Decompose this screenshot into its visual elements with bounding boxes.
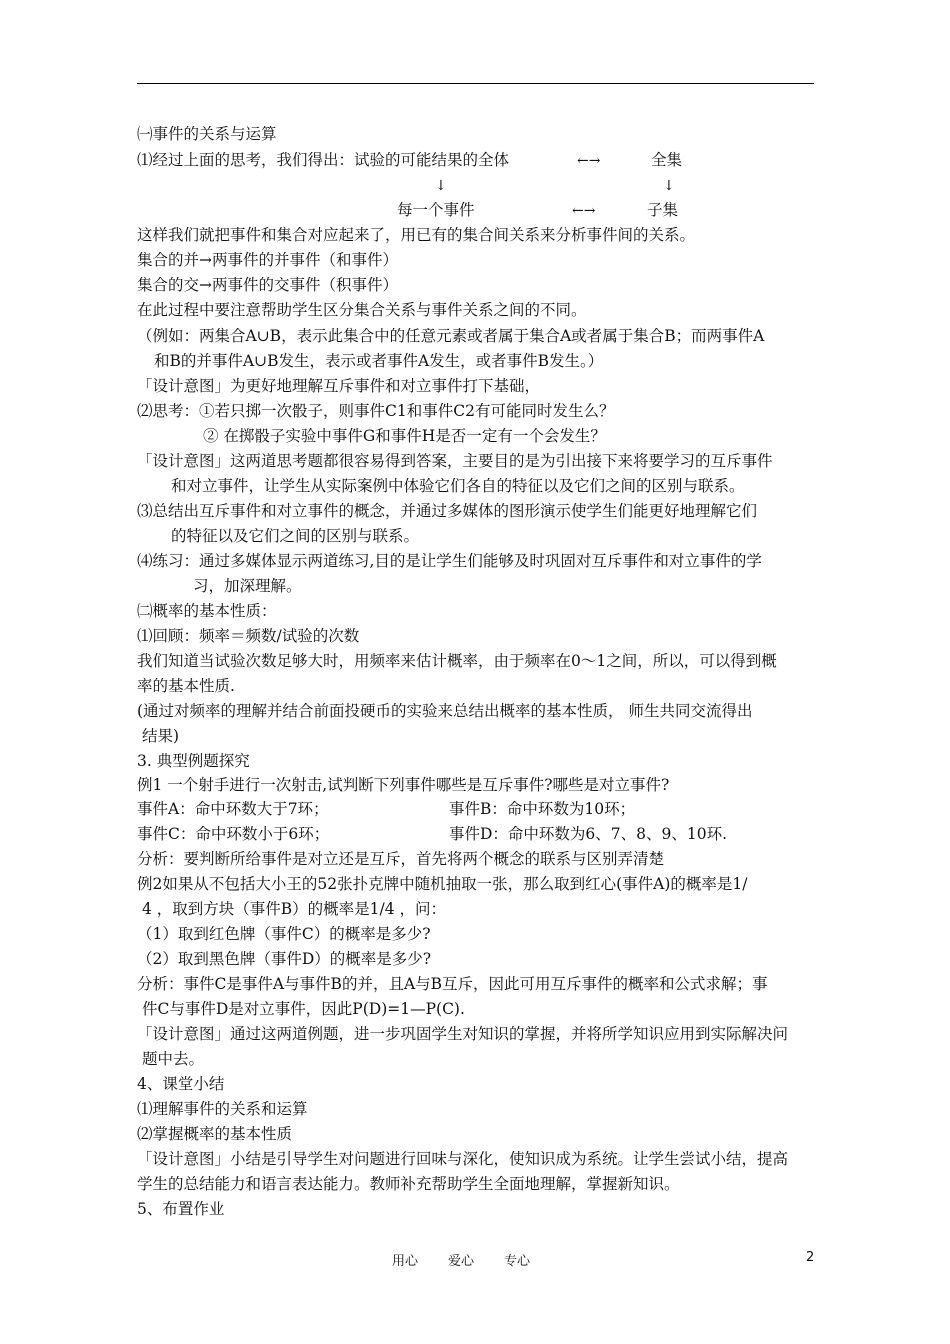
text-line: 的特征以及它们之间的区别与联系。	[171, 527, 420, 545]
text-line: 和B的并事件A∪B发生，表示或者事件A发生，或者事件B发生。）	[154, 352, 604, 370]
event-b-text: 事件B：命中环数为10环；	[449, 800, 636, 818]
text-line: （1）取到红色牌（事件C）的概率是多少?	[137, 925, 431, 943]
full-set-label: 全集	[651, 151, 683, 169]
text-line: 这样我们就把事件和集合对应起来了，用已有的集合间关系来分析事件间的关系。	[137, 226, 696, 244]
double-arrow-icon: ←→	[572, 203, 596, 219]
text-line: 在此过程中要注意帮助学生区分集合关系与事件关系之间的不同。	[137, 301, 587, 319]
text-line: ⑵掌握概率的基本性质	[137, 1125, 293, 1143]
text-line: 事件C：命中环数小于6环；	[137, 825, 330, 843]
each-event-label: 每一个事件	[397, 201, 475, 219]
text-line: 例1 一个射手进行一次射击,试判断下列事件哪些是互斥事件?哪些是对立事件?	[137, 776, 670, 794]
text-line: ⑴回顾：频率＝频数/试验的次数	[137, 627, 360, 645]
text-line: 「设计意图」这两道思考题都很容易得到答案，主要目的是为引出接下来将要学习的互斥事件	[137, 452, 773, 470]
footer-motto-3: 专心	[504, 1254, 531, 1269]
text-line: 「设计意图」为更好地理解互斥事件和对立事件打下基础，	[137, 377, 541, 395]
text-line: 结果)	[142, 727, 180, 745]
text-line: ⑴经过上面的思考，我们得出：试验的可能结果的全体	[137, 151, 510, 169]
event-d-text: 事件D：命中环数为6、7、8、9、10环.	[449, 825, 728, 843]
text-line: 率的基本性质.	[137, 677, 235, 695]
text-line: 集合的交→两事件的交事件（积事件）	[137, 276, 398, 294]
text-line: 分析：要判断所给事件是对立还是互斥，首先将两个概念的联系与区别弄清楚	[137, 850, 665, 868]
text-line: 学生的总结能力和语言表达能力。教师补充帮助学生全面地理解，掌握新知识。	[137, 1175, 680, 1193]
text-line: （2）取到黑色牌（事件D）的概率是多少?	[137, 950, 432, 968]
text-line: (通过对频率的理解并结合前面投硬币的实验来总结出概率的基本性质， 师生共同交流得出	[137, 702, 753, 720]
text-line: ⑵思考：①若只掷一次骰子，则事件C1和事件C2有可能同时发生么？	[137, 402, 615, 420]
footer-motto-1: 用心	[392, 1254, 419, 1269]
text-line: 事件A：命中环数大于7环；	[137, 800, 329, 818]
text-line: 分析：事件C是事件A与事件B的并，且A与B互斥，因此可用互斥事件的概率和公式求解；事	[137, 975, 768, 993]
text-line: 我们知道当试验次数足够大时，用频率来估计概率，由于频率在0～1之间，所以，可以得到概	[137, 652, 777, 670]
double-arrow-icon: ←→	[577, 153, 601, 169]
text-line: 「设计意图」小结是引导学生对问题进行回味与深化，使知识成为系统。让学生尝试小结，提高	[137, 1150, 789, 1168]
text-line: ⑷练习：通过多媒体显示两道练习,目的是让学生们能够及时巩固对互斥事件和对立事件的学	[137, 552, 762, 570]
text-line: 件C与事件D是对立事件，因此P(D)=1—P(C).	[142, 1000, 465, 1018]
text-line: 集合的并→两事件的并事件（和事件）	[137, 251, 398, 269]
text-line: 习，加深理解。	[193, 577, 302, 595]
text-line: 和对立事件，让学生从实际案例中体验它们各自的特征以及它们之间的区别与联系。	[171, 477, 745, 495]
subset-label: 子集	[647, 201, 679, 219]
text-line: 4 ，取到方块（事件B）的概率是1/4 ，问：	[142, 900, 447, 918]
text-line: 例2如果从不包括大小王的52张扑克牌中随机抽取一张，那么取到红心(事件A)的概率是1/	[137, 875, 748, 893]
text-line: ⑶总结出互斥事件和对立事件的概念，并通过多媒体的图形演示使学生们能更好地理解它们	[137, 502, 758, 520]
down-arrow-icon: ↓	[663, 178, 675, 194]
page-number: 2	[806, 1250, 815, 1265]
text-line: （例如：两集合A∪B，表示此集合中的任意元素或者属于集合A或者属于集合B；而两事件A	[137, 327, 765, 345]
text-line: 5、布置作业	[137, 1200, 225, 1218]
text-line: ㈡概率的基本性质：	[137, 602, 277, 620]
text-line: 3. 典型例题探究	[137, 752, 250, 770]
text-line: 「设计意图」通过这两道例题，进一步巩固学生对知识的掌握，并将所学知识应用到实际解决问	[137, 1025, 789, 1043]
text-line: ⑴理解事件的关系和运算	[137, 1100, 308, 1118]
footer-motto-2: 爱心	[448, 1254, 475, 1269]
text-line: 题中去。	[142, 1050, 205, 1068]
text-line: ② 在掷骰子实验中事件G和事件H是否一定有一个会发生？	[203, 427, 606, 445]
text-line: ㈠事件的关系与运算	[137, 125, 277, 143]
header-rule	[137, 83, 814, 84]
text-line: 4、课堂小结	[137, 1075, 225, 1093]
down-arrow-icon: ↓	[435, 178, 447, 194]
